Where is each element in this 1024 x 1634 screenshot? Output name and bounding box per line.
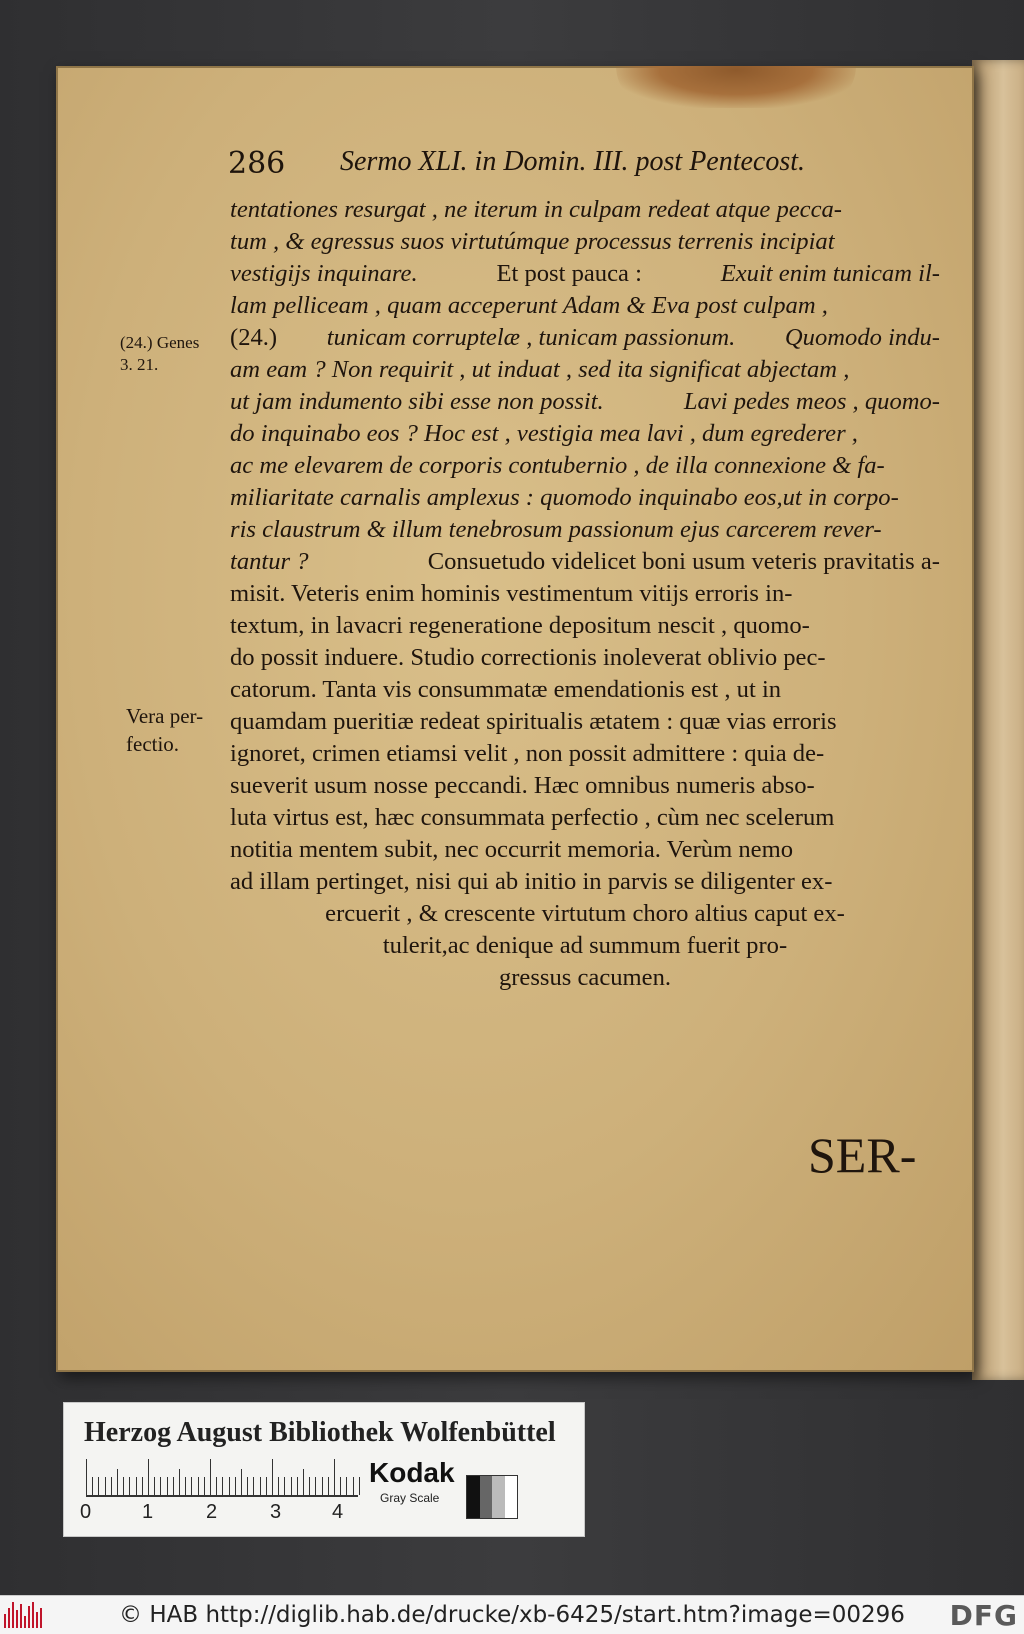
catchword: SER- (808, 1127, 917, 1183)
text-line (230, 194, 940, 226)
ruler-tick (98, 1477, 99, 1495)
ruler-tick (340, 1477, 341, 1495)
text-segment: Et post pauca : (496, 260, 642, 287)
scale-ruler (86, 1459, 358, 1497)
text-line (230, 514, 940, 546)
ruler-tick (328, 1477, 329, 1495)
text-segment: do inquinabo eos ? Hoc est , vestigia mea lavi , dum egrederer , (230, 420, 858, 447)
ruler-tick (216, 1477, 217, 1495)
text-segment: ut jam indumento sibi esse non possit. (230, 388, 604, 415)
text-line (230, 450, 940, 482)
text-line (230, 322, 940, 354)
ruler-tick (154, 1477, 155, 1495)
ruler-tick (315, 1477, 316, 1495)
ruler-tick (346, 1477, 347, 1495)
ruler-tick (167, 1477, 168, 1495)
text-line (230, 866, 940, 898)
text-segment: sueverit usum nosse peccandi. Hæc omnibus numeris abso- (230, 772, 815, 799)
ruler-tick (284, 1477, 285, 1495)
ruler-tick (173, 1477, 174, 1495)
text-segment: ac me elevarem de corporis contubernio , de illa connexione & fa- (230, 452, 885, 479)
ruler-tick (92, 1477, 93, 1495)
ruler-number-0: 0 (80, 1501, 92, 1523)
ruler-tick (297, 1477, 298, 1495)
ruler-tick (123, 1477, 124, 1495)
ruler-tick (260, 1477, 261, 1495)
ruler-tick (334, 1459, 335, 1495)
text-line (230, 930, 940, 962)
ruler-tick (222, 1477, 223, 1495)
ruler-number-2: 2 (206, 1501, 218, 1523)
text-line (230, 610, 940, 642)
ruler-tick (247, 1477, 248, 1495)
margin-note-reference-line2: 3. 21. (120, 355, 159, 374)
text-segment: luta virtus est, hæc consummata perfectio , cùm nec scelerum (230, 804, 835, 831)
gray-scale-patches (466, 1475, 518, 1519)
ruler-tick (278, 1477, 279, 1495)
page-number: 286 (228, 146, 286, 181)
library-name: Herzog August Bibliothek Wolfenbüttel (84, 1417, 556, 1448)
text-segment: tantur ? (230, 548, 309, 575)
text-line (230, 578, 940, 610)
copyright-link[interactable]: © HAB http://diglib.hab.de/drucke/xb-6425/start.htm?image=00296 (119, 1602, 905, 1628)
margin-note-topic-line1: Vera per- (126, 704, 204, 728)
ruler-tick (160, 1477, 161, 1495)
text-line (230, 642, 940, 674)
text-segment: ris claustrum & illum tenebrosum passionum ejus carcerem rever- (230, 516, 882, 543)
text-segment: ignoret, crimen etiamsi velit , non possit admittere : quia de- (230, 740, 825, 767)
ruler-tick (179, 1469, 180, 1495)
text-segment: vestigijs inquinare. (230, 260, 418, 287)
text-line (230, 834, 940, 866)
kodak-logo: Kodak (369, 1457, 455, 1488)
ruler-tick (353, 1477, 354, 1495)
ruler-number-1: 1 (142, 1501, 154, 1523)
text-segment: misit. Veteris enim hominis vestimentum vitijs erroris in- (230, 580, 793, 607)
text-line (230, 290, 940, 322)
ruler-tick (204, 1477, 205, 1495)
text-line (230, 962, 940, 994)
ruler-tick (272, 1459, 273, 1495)
text-line (230, 898, 940, 930)
ruler-tick (129, 1477, 130, 1495)
ruler-tick (86, 1459, 87, 1495)
ruler-tick (303, 1469, 304, 1495)
ruler-number-3: 3 (270, 1501, 282, 1523)
ruler-tick (266, 1477, 267, 1495)
ruler-tick (117, 1469, 118, 1495)
text-line (230, 386, 940, 418)
text-segment: lam pelliceam , quam acceperunt Adam & Eva post culpam , (230, 292, 828, 319)
ruler-tick (322, 1477, 323, 1495)
text-segment: ercuerit , & crescente virtutum choro altius caput ex- (325, 900, 845, 927)
ruler-tick (142, 1477, 143, 1495)
text-segment: (24.) (230, 324, 278, 351)
text-line (230, 674, 940, 706)
ruler-tick (309, 1477, 310, 1495)
text-segment: textum, in lavacri regeneratione depositum nescit , quomo- (230, 612, 810, 639)
ruler-tick (111, 1477, 112, 1495)
ruler-tick (191, 1477, 192, 1495)
margin-note-topic-line2: fectio. (126, 732, 180, 756)
ruler-tick (148, 1459, 149, 1495)
gray-scale-label: Gray Scale (380, 1491, 440, 1505)
text-line (230, 226, 940, 258)
book-page (56, 66, 974, 1372)
text-segment: do possit induere. Studio correctionis inoleverat oblivio pec- (230, 644, 826, 671)
text-line (230, 802, 940, 834)
color-target-card (63, 1402, 585, 1537)
text-segment: am eam ? Non requirit , ut induat , sed ita significat abjectam , (230, 356, 850, 383)
dfg-logo: DFG (949, 1599, 1018, 1632)
text-segment: notitia mentem subit, nec occurrit memoria. Verùm nemo (230, 836, 794, 863)
text-segment: Exuit enim tunicam il- (720, 260, 940, 287)
ruler-number-4: 4 (332, 1501, 344, 1523)
text-line (230, 738, 940, 770)
text-segment: Lavi pedes meos , quomo- (683, 388, 940, 415)
ruler-tick (105, 1477, 106, 1495)
ruler-tick (253, 1477, 254, 1495)
text-line (230, 482, 940, 514)
ruler-tick (229, 1477, 230, 1495)
text-segment: ad illam pertinget, nisi qui ab initio in parvis se diligenter ex- (230, 868, 833, 895)
text-segment: tunicam corruptelæ , tunicam passionum. (326, 324, 736, 351)
text-line (230, 706, 940, 738)
text-segment: gressus cacumen. (498, 964, 672, 991)
body-text (230, 194, 940, 994)
margin-note-topic (126, 702, 203, 758)
text-segment: Quomodo indu- (784, 324, 940, 351)
ruler-tick (198, 1477, 199, 1495)
facing-page-edge (972, 60, 1024, 1380)
text-line (230, 546, 940, 578)
text-segment: tum , & egressus suos virtutúmque processus terrenis incipiat (230, 228, 835, 255)
ruler-tick (359, 1477, 360, 1495)
margin-note-reference (120, 332, 199, 376)
running-head (56, 146, 974, 186)
ruler-tick (185, 1477, 186, 1495)
text-line (230, 354, 940, 386)
ruler-tick (136, 1477, 137, 1495)
text-line (230, 418, 940, 450)
text-segment: catorum. Tanta vis consummatæ emendationis est , ut in (230, 676, 782, 703)
ruler-tick (291, 1477, 292, 1495)
text-line (230, 258, 940, 290)
ruler-tick (210, 1459, 211, 1495)
text-segment: miliaritate carnalis amplexus : quomodo inquinabo eos,ut in corpo- (230, 484, 899, 511)
text-line (230, 770, 940, 802)
viewer-footer (0, 1595, 1024, 1634)
margin-note-reference-line1: (24.) Genes (120, 333, 200, 352)
text-segment: tulerit,ac denique ad summum fuerit pro- (382, 932, 788, 959)
text-segment: Consuetudo videlicet boni usum veteris pravitatis a- (427, 548, 940, 575)
text-segment: tentationes resurgat , ne iterum in culpam redeat atque pecca- (230, 196, 842, 223)
ruler-tick (235, 1477, 236, 1495)
page-stain (616, 66, 856, 108)
ruler-tick (241, 1469, 242, 1495)
running-title: Sermo XLI. in Domin. III. post Pentecost. (340, 146, 806, 177)
text-segment: quamdam pueritiæ redeat spiritualis ætatem : quæ vias erroris (230, 708, 837, 735)
